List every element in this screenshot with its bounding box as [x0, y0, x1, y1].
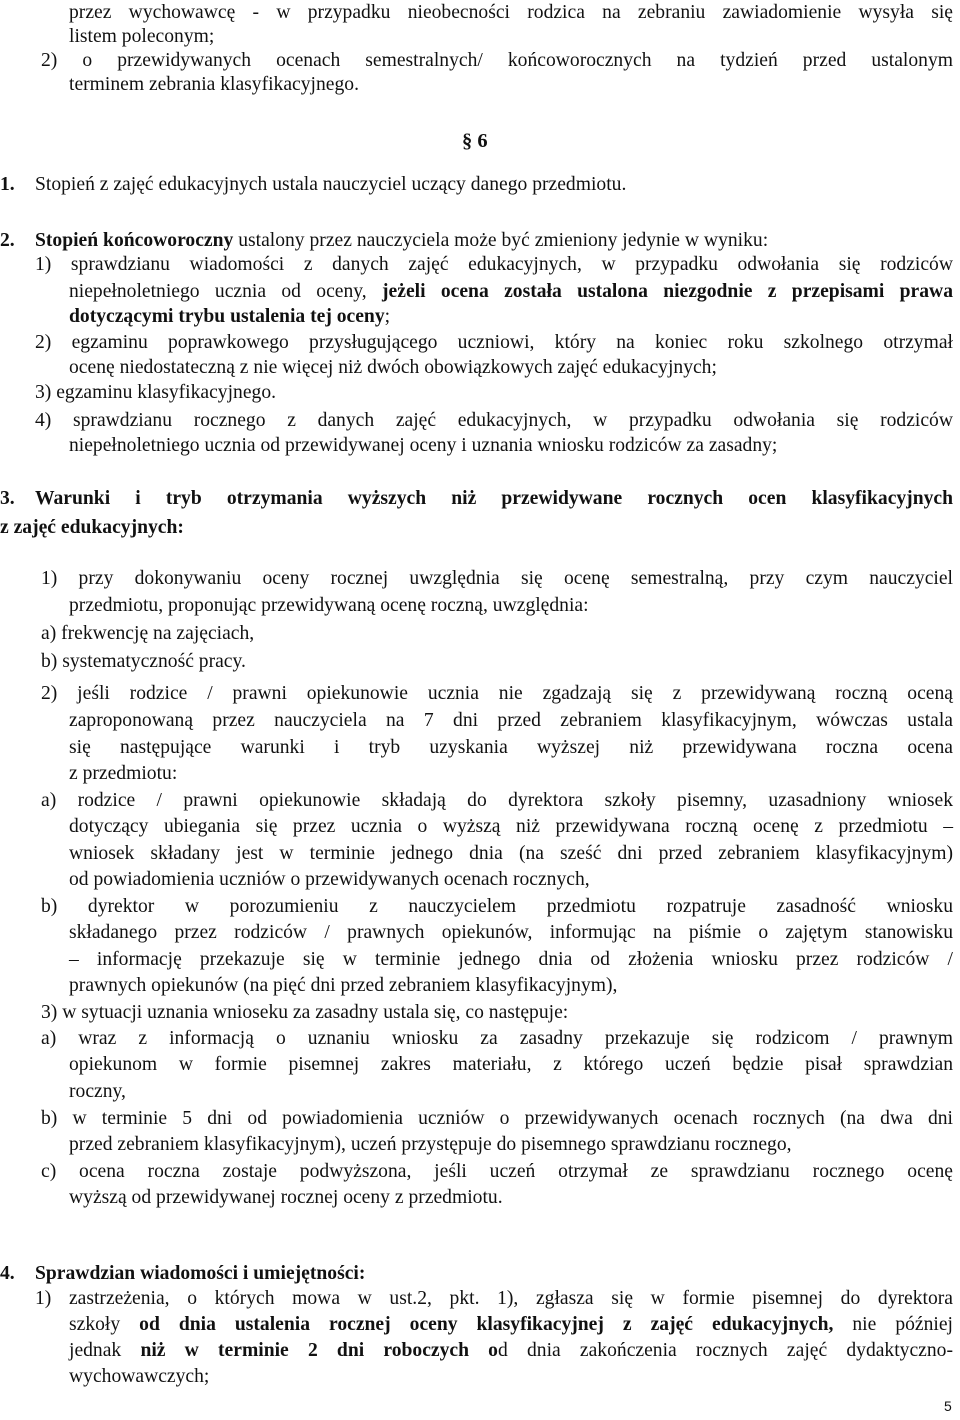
text-line: [69, 1339, 953, 1363]
bold-text: dotyczącymi trybu ustalenia tej oceny: [69, 306, 385, 327]
text-line: b) systematyczność pracy.: [41, 651, 246, 672]
paragraph-number: 3.: [0, 488, 15, 509]
bold-text: Stopień końcoworoczny: [35, 230, 234, 251]
text-line: 1) zastrzeżenia, o których mowa w ust.2, pkt. 1), zgłasza się w formie pisemnej do dyrektora: [35, 1288, 953, 1309]
text-span: szkoły: [69, 1314, 140, 1335]
text-line: 2) jeśli rodzice / prawni opiekunowie ucznia nie zgadzają się z przewidywaną roczną oceną: [41, 683, 953, 704]
paragraph-number: 2.: [0, 230, 15, 251]
text-line: a) wraz z informacją o uznaniu wniosku za zasadny przekazuje się rodzicom / prawnym: [41, 1028, 953, 1049]
text-line: 1) sprawdzianu wiadomości z danych zajęć edukacyjnych, w przypadku odwołania się rodziców: [35, 254, 953, 275]
section-heading: § 6: [462, 130, 488, 152]
text-line: a) frekwencję na zajęciach,: [41, 623, 255, 644]
text-line: 2) egzaminu poprawkowego przysługującego uczniowi, który na koniec roku szkolnego otrzymał: [35, 332, 953, 353]
text-line: [69, 305, 390, 329]
text-line: b) w terminie 5 dni od powiadomienia uczniów o przewidywanych ocenach rocznych (na dwa dni: [41, 1108, 953, 1129]
bold-text: niż w terminie 2 dni roboczych o: [140, 1340, 498, 1361]
text-line: Stopień z zajęć edukacyjnych ustala nauczyciel uczący danego przedmiotu.: [35, 174, 627, 195]
text-line: przed zebraniem klasyfikacyjnym), uczeń przystępuje do pisemnego sprawdzianu rocznego,: [69, 1134, 792, 1155]
text-line: przedmiotu, proponując przewidywaną ocenę roczną, uwzględnia:: [69, 595, 589, 616]
text-line: c) ocena roczna zostaje podwyższona, jeśli uczeń otrzymał ze sprawdzianu rocznego ocenę: [41, 1161, 953, 1182]
text-line: b) dyrektor w porozumieniu z nauczycielem przedmiotu rozpatruje zasadność wniosku: [41, 896, 953, 917]
text-line: 3) egzaminu klasyfikacyjnego.: [35, 382, 277, 403]
text-line: z przedmiotu:: [69, 763, 178, 784]
text-line: – informację przekazuje się w terminie jednego dnia od złożenia wniosku przez rodziców /: [69, 949, 953, 970]
paragraph-number: 4.: [0, 1263, 15, 1284]
text-span: niepełnoletniego ucznia od oceny,: [69, 281, 383, 302]
text-line: listem poleconym;: [69, 26, 215, 47]
text-line: niepełnoletniego ucznia od przewidywanej oceny i uznania wniosku rodziców za zasadny;: [69, 435, 778, 456]
section-title: Warunki i tryb otrzymania wyższych niż przewidywane rocznych ocen klasyfikacyjnych: [35, 488, 953, 509]
text-span: ustalony przez nauczyciela może być zmieniony jedynie w wyniku:: [233, 230, 769, 251]
text-line: wyższą od przewidywanej rocznej oceny z przedmiotu.: [69, 1187, 503, 1208]
text-line: 2) o przewidywanych ocenach semestralnych/ końcoworocznych na tydzień przed ustalonym: [41, 50, 953, 71]
text-line: roczny,: [69, 1081, 126, 1102]
text-line: przez wychowawcę - w przypadku nieobecności rodzica na zebraniu zawiadomienie wysyła się: [69, 2, 953, 23]
text-line: terminem zebrania klasyfikacyjnego.: [69, 74, 359, 95]
text-line: od powiadomienia uczniów o przewidywanych ocenach rocznych,: [69, 869, 590, 890]
text-line: prawnych opiekunów (na pięć dni przed zebraniem klasyfikacyjnym),: [69, 975, 618, 996]
text-line: dotyczący ubiegania się przez ucznia o wyższą niż przewidywana roczną ocenę z przedmiotu –: [69, 816, 953, 837]
text-line: 1) przy dokonywaniu oceny rocznej uwzględnia się ocenę semestralną, przy czym nauczyciel: [41, 568, 953, 589]
text-line: 3) w sytuacji uznania wnioseku za zasadny ustala się, co następuje:: [41, 1002, 569, 1023]
text-line: opiekunom w formie pisemnej zakres materiału, z którego uczeń będzie pisał sprawdzian: [69, 1054, 953, 1075]
section-title: z zajęć edukacyjnych:: [0, 517, 184, 538]
bold-text: od dnia ustalenia rocznej oceny klasyfikacyjnej z zajęć edukacyjnych,: [139, 1314, 834, 1335]
section-title: Sprawdzian wiadomości i umiejętności:: [35, 1263, 366, 1284]
text-line: wychowawczych;: [69, 1366, 210, 1387]
text-span: jednak: [69, 1340, 141, 1361]
text-line: [69, 1313, 953, 1337]
bold-text: jeżeli ocena została ustalona niezgodnie z przepisami prawa: [382, 281, 953, 302]
text-span: d dnia zakończenia rocznych zajęć dydaktyczno-: [497, 1340, 953, 1361]
text-line: wniosek składany jest w terminie jednego dnia (na sześć dni przed zebraniem klasyfikacyjnym): [69, 843, 953, 864]
text-line: ocenę niedostateczną z nie więcej niż dwóch obowiązkowych zajęć edukacyjnych;: [69, 357, 717, 378]
text-line: zaproponowaną przez nauczyciela na 7 dni przed zebraniem klasyfikacyjnym, wówczas ustala: [69, 710, 953, 731]
text-line: [69, 280, 953, 304]
paragraph-number: 1.: [0, 174, 15, 195]
text-span: nie później: [833, 1314, 953, 1335]
text-line: się następujące warunki i tryb uzyskania wyższej niż przewidywana roczna ocena: [69, 737, 953, 758]
text-span: ;: [384, 306, 391, 327]
text-line: 4) sprawdzianu rocznego z danych zajęć edukacyjnych, w przypadku odwołania się rodziców: [35, 410, 953, 431]
text-line: składanego przez rodziców / prawnych opiekunów, informując na piśmie o zajętym stanowisku: [69, 922, 953, 943]
text-line: [35, 229, 768, 253]
text-line: a) rodzice / prawni opiekunowie składają do dyrektora szkoły pisemny, uzasadniony wniosek: [41, 790, 953, 811]
page-number: 5: [944, 1398, 952, 1414]
